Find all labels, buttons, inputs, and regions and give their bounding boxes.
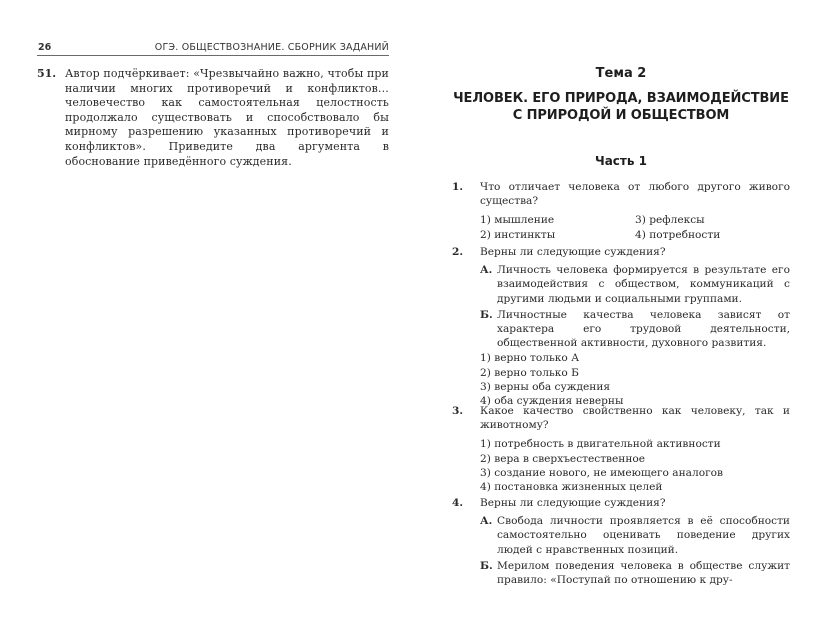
answer-option: 1) мышление	[480, 214, 555, 227]
running-header	[37, 40, 389, 56]
page-number: 26	[38, 42, 52, 53]
question-number: 3.	[452, 405, 464, 417]
statement-text: Личность человека формируется в результате его взаимодействия с обществом, коммуникаций с другими людьми и социальными группами.	[497, 264, 790, 305]
statement-a	[480, 514, 790, 557]
answer-option: 3) создание нового, не имеющего аналогов	[480, 466, 723, 479]
answer-option: 4) оба суждения неверны	[480, 395, 624, 408]
question-stem: Верны ли следующие суждения?	[480, 497, 666, 509]
question-stem: Что отличает человека от любого другого живого существа?	[480, 181, 790, 208]
question-stem: Верны ли следующие суждения?	[480, 246, 666, 258]
question-stem: Какое качество свойственно как человеку, так и животному?	[480, 405, 790, 432]
theme-label: Тема 2	[595, 66, 647, 81]
answer-option: 2) верно только Б	[480, 366, 579, 379]
question-2	[452, 245, 790, 408]
question-1	[452, 180, 790, 242]
answer-option: 2) инстинкты	[480, 228, 556, 241]
statement-letter: Б.	[480, 559, 493, 572]
statement-letter: А.	[480, 515, 493, 528]
statement-b	[480, 559, 790, 587]
answer-options	[480, 351, 790, 408]
question-number: 2.	[452, 246, 464, 258]
statement-b	[480, 308, 790, 351]
answer-options	[480, 437, 790, 494]
question-number: 4.	[452, 497, 464, 509]
statement-letter: Б.	[480, 308, 493, 321]
statement-text: Мерилом поведения человека в обществе служит правило: «Поступай по отношению к дру-	[497, 559, 790, 587]
task-51	[37, 67, 389, 169]
task-number: 51.	[37, 67, 57, 80]
task-text: Автор подчёркивает: «Чрезвычайно важно, чтобы при наличии многих противоречий и конфликтов… человечество как самостоятельная целостность продолжало существовать и способствовало бы мирному разрешению указанных противоречий и конфликтов». Приведите два аргумента в обоснование приведённого суждения.	[65, 67, 389, 168]
question-4	[452, 496, 790, 587]
answer-option: 1) потребность в двигательной активности	[480, 438, 721, 451]
answer-option: 3) рефлексы	[635, 214, 705, 227]
running-title: ОГЭ. ОБЩЕСТВОЗНАНИЕ. СБОРНИК ЗАДАНИЙ	[154, 42, 389, 53]
question-number: 1.	[452, 181, 464, 193]
statement-text: Свобода личности проявляется в её способности самостоятельно оценивать поведение других людей с нравственных позиций.	[497, 515, 790, 556]
statement-text: Личностные качества человека зависят от характера его трудовой деятельности, общественной активности, духовного развития.	[497, 308, 790, 350]
answer-option: 3) верны оба суждения	[480, 380, 611, 393]
question-3	[452, 404, 790, 494]
answer-option: 4) потребности	[635, 228, 721, 241]
part-label: Часть 1	[595, 154, 647, 168]
answer-option: 2) вера в сверхъестественное	[480, 452, 646, 465]
answer-option: 4) постановка жизненных целей	[480, 481, 663, 494]
statement-letter: А.	[480, 264, 493, 277]
theme-title	[452, 90, 790, 124]
theme-title-line-2: С ПРИРОДОЙ И ОБЩЕСТВОМ	[512, 108, 730, 123]
statement-a	[480, 263, 790, 306]
answer-option: 1) верно только А	[480, 352, 580, 365]
answer-options	[480, 213, 790, 241]
theme-title-line-1: ЧЕЛОВЕК. ЕГО ПРИРОДА, ВЗАИМОДЕЙСТВИЕ	[453, 91, 789, 106]
